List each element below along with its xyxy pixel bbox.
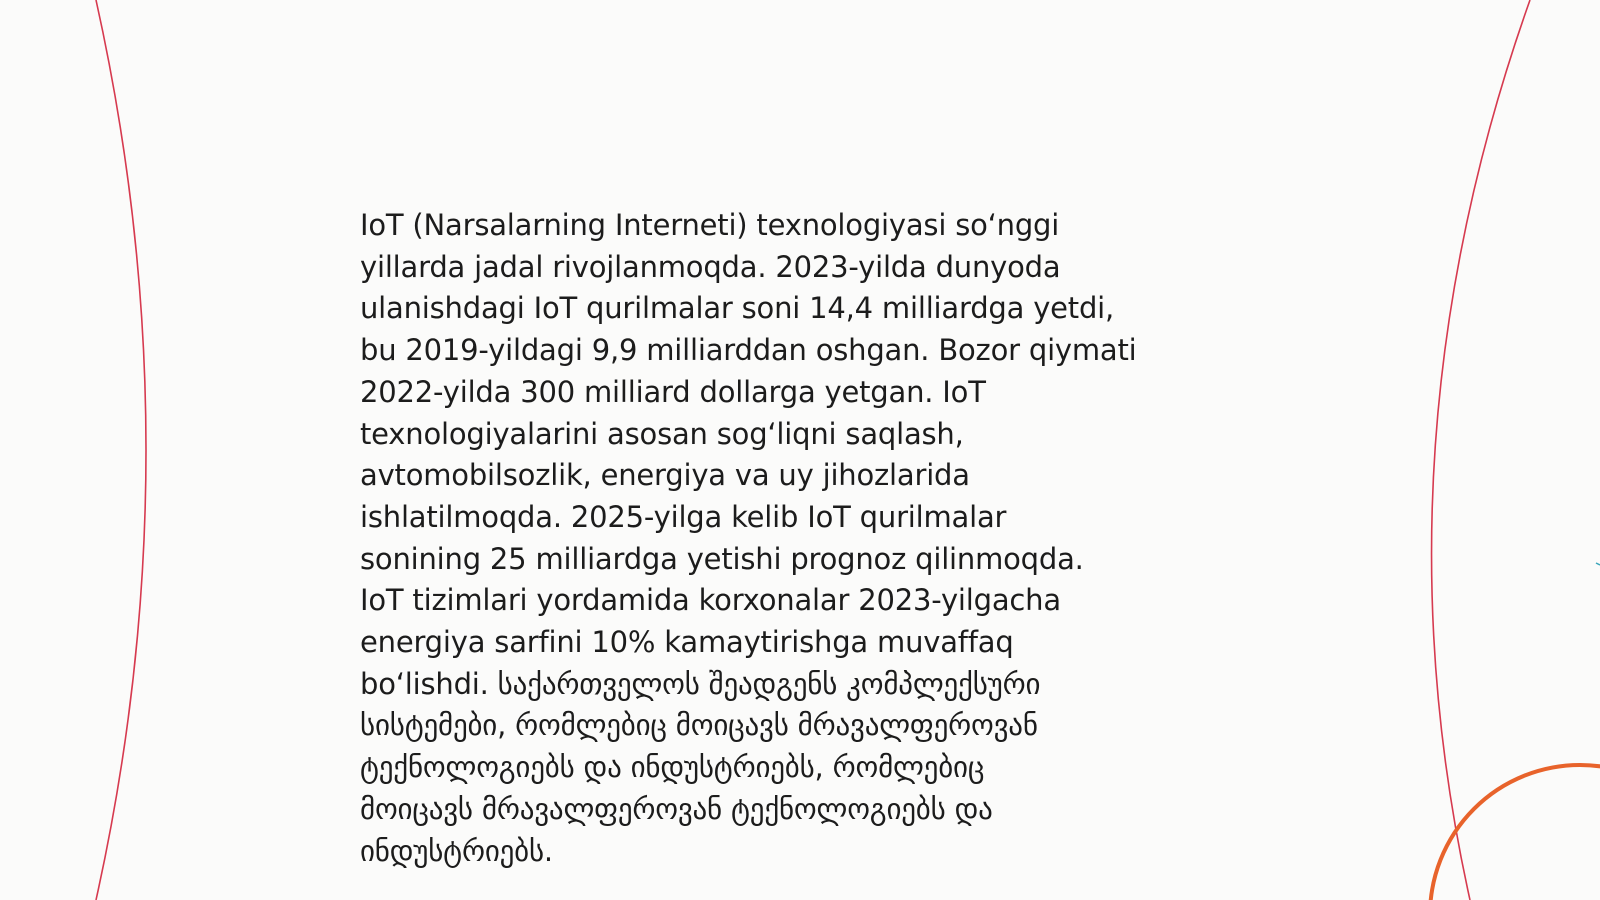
body-paragraph: IoT (Narsalarning Interneti) texnologiyasi so‘nggi yillarda jadal rivojlanmoqda. 2023-yilda dunyoda ulanishdagi IoT qurilmalar soni 14,4 milliardga yetdi, bu 2019-yildagi 9,9 milliarddan oshgan. Bozor qiymati 2022-yilda 300 milliard dollarga yetgan. IoT texnologiyalarini asosan sog‘liqni saqlash, avtomobilsozlik, energiya va uy jihozlarida ishlatilmoqda. 2025-yilga kelib IoT qurilmalar sonining 25 milliardga yetishi prognoz qilinmoqda. IoT tizimlari yordamida korxonalar 2023-yilgacha energiya sarfini 10% kamaytirishga muvaffaq bo‘lishdi. საქართველოს შეადგენს კომპლექსური სისტემები, რომლებიც მოიცავს მრავალფეროვან ტექნოლოგიებს და ინდუსტრიებს, რომლებიც მოიცავს მრავალფეროვან ტექნოლოგიებს და ინდუსტრიებს.: [360, 208, 1137, 868]
right-decorative-curve: [1432, 0, 1530, 900]
left-decorative-curve: [96, 0, 146, 900]
orange-decorative-circle: [1430, 765, 1600, 900]
small-teal-mark: [1596, 563, 1600, 565]
